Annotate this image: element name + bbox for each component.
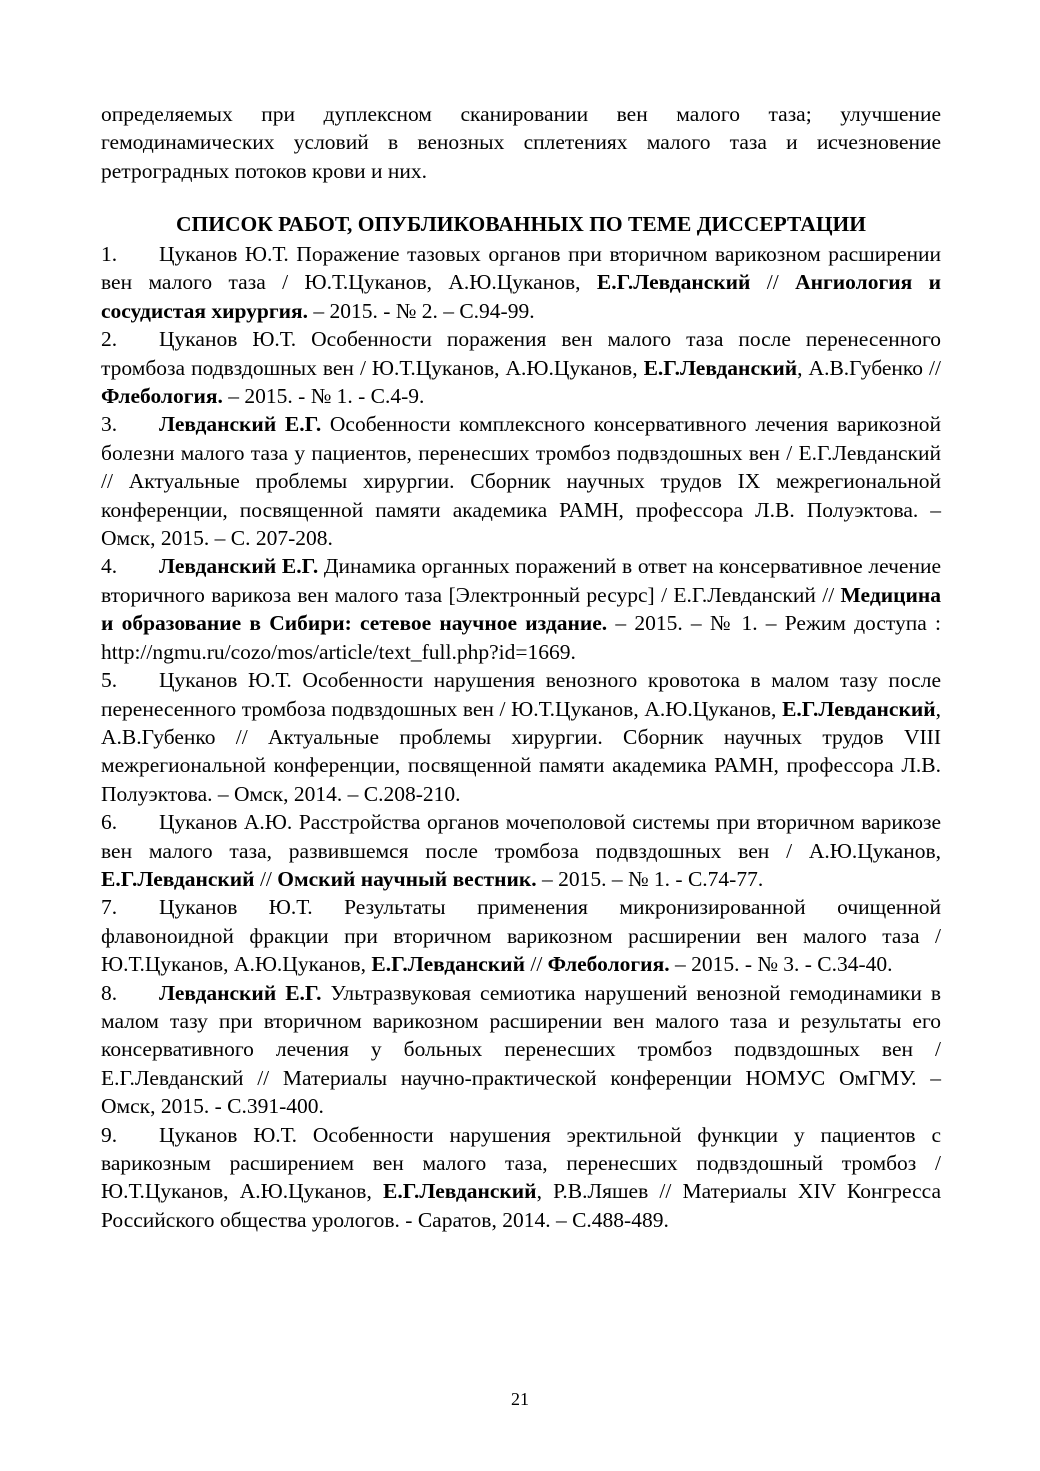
publication-text: //: [254, 866, 278, 891]
publication-number: 3.: [101, 412, 118, 437]
publication-bold-text: Е.Г.Левданский: [596, 270, 751, 295]
publication-bold-text: Ангиология и сосудистая хирургия.: [101, 270, 941, 323]
publication-text: Цуканов Ю.Т. Результаты применения микронизированной очищенной флавоноидной фракции при вторичном варикозном расширении вен малого таза / Ю.Т.Цуканов, А.Ю.Цуканов,: [101, 895, 941, 977]
publication-bold-text: Левданский Е.Г.: [159, 554, 319, 579]
publication-text: – 2015. - № 2. – С.94-99.: [308, 298, 535, 323]
publication-item: [101, 552, 941, 666]
publication-text: Ультразвуковая семиотика нарушений венозной гемодинамики в малом тазу при вторичном варикозном расширении вен малого таза и результаты его консервативного лечения у больных перенесших тромбоз подвздошных вен / Е.Г.Левданский // Материалы научно-практической конференции НОМУС ОмГМУ. – Омск, 2015. - С.391-400.: [101, 980, 941, 1119]
publication-number: 2.: [101, 327, 118, 352]
publication-text: – 2015. - № 1. - С.4-9.: [222, 384, 425, 409]
publication-bold-text: Омский научный вестник.: [277, 866, 537, 891]
publication-number: 6.: [101, 810, 118, 835]
publication-number: 9.: [101, 1122, 118, 1147]
publication-bold-text: Флебология.: [101, 384, 223, 409]
publication-bold-text: Медицина и образование в Сибири: сетевое научное издание.: [101, 582, 941, 636]
publication-number: 5.: [101, 668, 118, 693]
publication-bold-text: Е.Г.Левданский: [782, 696, 936, 721]
publication-bold-text: Е.Г.Левданский: [371, 952, 525, 977]
publication-item: [101, 979, 941, 1121]
publication-item: [101, 410, 941, 552]
publication-number: 7.: [101, 895, 118, 920]
publication-number: 4.: [101, 554, 118, 579]
publication-text: – 2015. – № 1. - С.74-77.: [536, 866, 764, 891]
publication-number: 8.: [101, 980, 118, 1005]
publication-text: Динамика органных поражений в ответ на консервативное лечение вторичного варикоза вен малого таза [Электронный ресурс] / Е.Г.Левданский //: [101, 554, 942, 607]
publication-bold-text: Левданский Е.Г.: [159, 412, 322, 437]
publication-item: [101, 666, 941, 808]
publication-text: – 2015. - № 3. - С.34-40.: [669, 952, 893, 977]
section-heading: СПИСОК РАБОТ, ОПУБЛИКОВАННЫХ ПО ТЕМЕ ДИССЕРТАЦИИ: [175, 212, 866, 236]
publication-item: [101, 325, 941, 410]
publication-bold-text: Е.Г.Левданский: [643, 355, 798, 380]
publication-item: [101, 1121, 941, 1235]
publication-text: Цуканов Ю.Т. Особенности поражения вен малого таза после перенесенного тромбоза подвздошных вен / Ю.Т.Цуканов, А.Ю.Цуканов,: [101, 327, 941, 380]
publication-text: Цуканов А.Ю. Расстройства органов мочеполовой системы при вторичном варикозе вен малого таза, развившемся после тромбоза подвздошных вен / А.Ю.Цуканов,: [101, 810, 941, 863]
publication-bold-text: Е.Г.Левданский: [383, 1179, 537, 1204]
publication-item: [101, 808, 941, 893]
publication-text: , А.В.Губенко // Актуальные проблемы хирургии. Сборник научных трудов VIII межрегиональной конференции, посвященной памяти академика РАМН, профессора Л.В. Полуэктова. – Омск, 2014. – С.208-210.: [101, 696, 941, 806]
publication-item: [101, 893, 941, 978]
publication-text: Цуканов Ю.Т. Поражение тазовых органов при вторичном варикозном расширении вен малого таза / Ю.Т.Цуканов, А.Ю.Цуканов,: [101, 242, 941, 295]
intro-paragraph: определяемых при дуплексном сканировании вен малого таза; улучшение гемодинамических условий в венозных сплетениях малого таза и исчезновение ретроградных потоков крови и них.: [101, 102, 941, 183]
publication-number: 1.: [101, 242, 118, 266]
publication-text: //: [524, 952, 548, 977]
publication-text: , Р.В.Ляшев // Материалы XIV Конгресса Российского общества урологов. - Саратов, 2014. – С.488-489.: [101, 1179, 941, 1232]
publication-text: Цуканов Ю.Т. Особенности нарушения венозного кровотока в малом тазу после перенесенного тромбоза подвздошных вен / Ю.Т.Цуканов, А.Ю.Цуканов,: [101, 668, 941, 721]
publication-text: , А.В.Губенко //: [797, 355, 941, 380]
publication-text: Цуканов Ю.Т. Особенности нарушения эректильной функции у пациентов с варикозным расширением вен малого таза, перенесших подвздошный тромбоз / Ю.Т.Цуканов, А.Ю.Цуканов,: [101, 1122, 941, 1204]
publication-bold-text: Е.Г.Левданский: [101, 866, 255, 891]
publication-text: //: [750, 270, 796, 295]
publication-bold-text: Флебология.: [547, 952, 670, 977]
publication-list: [101, 240, 941, 1234]
publication-item: [101, 240, 941, 325]
publication-text: Особенности комплексного консервативного лечения варикозной болезни малого таза у пациентов, перенесших тромбоз подвздошных вен / Е.Г.Левданский // Актуальные проблемы хирургии. Сборник научных трудов IX межрегиональной конференции, посвященной памяти академика РАМН, профессора Л.В. Полуэктова. – Омск, 2015. – С. 207-208.: [101, 412, 941, 551]
publication-bold-text: Левданский Е.Г.: [159, 980, 322, 1005]
page-number: 21: [511, 1389, 529, 1409]
publication-text: – 2015. – № 1. – Режим доступа : http://ngmu.ru/cozo/mos/article/text_full.php?id=1669.: [101, 611, 941, 664]
